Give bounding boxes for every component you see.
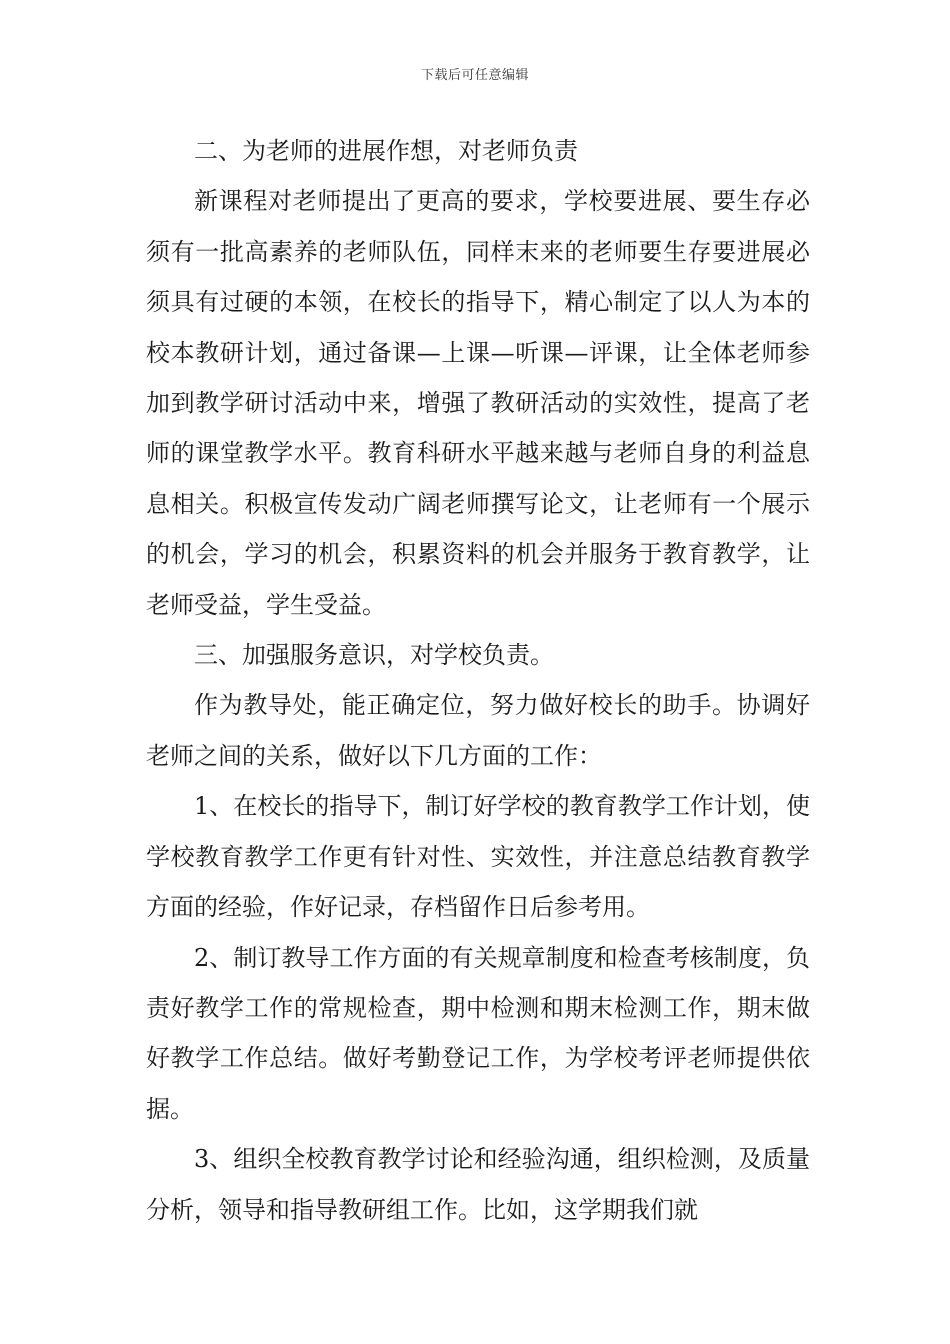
body-paragraph: 新课程对老师提出了更高的要求，学校要进展、要生存必须有一批高素养的老师队伍，同样末来的老师要生存要进展必须具有过硬的本领，在校长的指导下，精心制定了以人为本的校本教研计划，通过备课—上课—听课—评课，让全体老师参加到教学研讨活动中来，增强了教研活动的实效性，提高了老师的课堂教学水平。教育科研水平越来越与老师自身的利益息息相关。积极宣传发动广阔老师撰写论文，让老师有一个展示的机会，学习的机会，积累资料的机会并服务于教育教学，让老师受益，学生受益。 <box>146 187 810 619</box>
document-body <box>146 126 810 1235</box>
section-heading-2: 二、为老师的进展作想，对老师负责 <box>194 137 578 165</box>
list-item-1: 1、在校长的指导下，制订好学校的教育教学工作计划，使学校教育教学工作更有针对性、实效性，并注意总结教育教学方面的经验，作好记录，存档留作日后参考用。 <box>146 792 810 922</box>
body-paragraph: 作为教导处，能正确定位，努力做好校长的助手。协调好老师之间的关系，做好以下几方面的工作： <box>146 691 810 770</box>
list-item-2: 2、制订教导工作方面的有关规章制度和检查考核制度，负责好教学工作的常规检查，期中检测和期末检测工作，期末做好教学工作总结。做好考勤登记工作，为学校考评老师提供依据。 <box>146 943 810 1123</box>
section-heading-3: 三、加强服务意识，对学校负责。 <box>194 641 554 670</box>
page-header-note: 下载后可任意编辑 <box>420 68 529 83</box>
list-item-3: 3、组织全校教育教学讨论和经验沟通，组织检测，及质量分析，领导和指导教研组工作。比如，这学期我们就 <box>146 1145 810 1224</box>
